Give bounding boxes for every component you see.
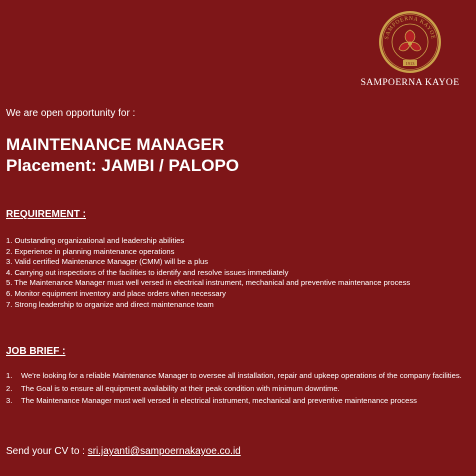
- list-item: 5. The Maintenance Manager must well versed in electrical instrument, mechanical and preventive maintenance process: [6, 278, 411, 288]
- send-cv: [6, 446, 241, 457]
- job-title: MAINTENANCE MANAGER: [6, 135, 225, 154]
- email-link[interactable]: sri.jayanti@sampoernakayoe.co.id: [87, 446, 241, 457]
- job-brief-heading: JOB BRIEF :: [6, 346, 66, 357]
- list-text: The Maintenance Manager must well versed in electrical instrument, mechanical and preventive maintenance process: [21, 396, 417, 406]
- list-number: 2.: [6, 383, 13, 393]
- list-item: 4. Carrying out inspections of the facilities to identify and resolve issues immediately: [6, 267, 289, 277]
- company-logo: [355, 10, 465, 88]
- job-title-block: [6, 134, 239, 176]
- list-item: 6. Monitor equipment inventory and place orders when necessary: [6, 288, 226, 298]
- intro-text: We are open opportunity for :: [6, 108, 136, 119]
- requirement-heading: REQUIREMENT :: [6, 209, 86, 220]
- job-brief-list: [6, 371, 468, 409]
- list-number: 3.: [6, 396, 13, 406]
- requirement-list: [6, 236, 468, 310]
- seal-text: SAMPOERNA KAYOE: [384, 15, 436, 41]
- list-item: [6, 396, 468, 407]
- brand-name: SAMPOERNA KAYOE: [360, 78, 460, 88]
- send-cv-label: Send your CV to :: [6, 446, 88, 457]
- list-text: The Goal is to ensure all equipment availability at their peak condition with minimum downtime.: [21, 383, 340, 393]
- list-item: [6, 371, 468, 382]
- list-number: 1.: [6, 371, 13, 380]
- list-item: 7. Strong leadership to organize and direct maintenance team: [6, 299, 214, 309]
- list-item: [6, 384, 468, 395]
- seal-year: 1913: [405, 60, 415, 66]
- list-text: We're looking for a reliable Maintenance Manager to oversee all installation, repair and upkeep operations of the company facilities.: [21, 371, 462, 380]
- sampoerna-seal-icon: [378, 10, 442, 74]
- placement: Placement: JAMBI / PALOPO: [6, 156, 240, 175]
- list-item: 3. Valid certified Maintenance Manager (CMM) will be a plus: [6, 257, 209, 267]
- list-item: 1. Outstanding organizational and leadership abilities: [6, 236, 185, 245]
- list-item: 2. Experience in planning maintenance operations: [6, 246, 175, 256]
